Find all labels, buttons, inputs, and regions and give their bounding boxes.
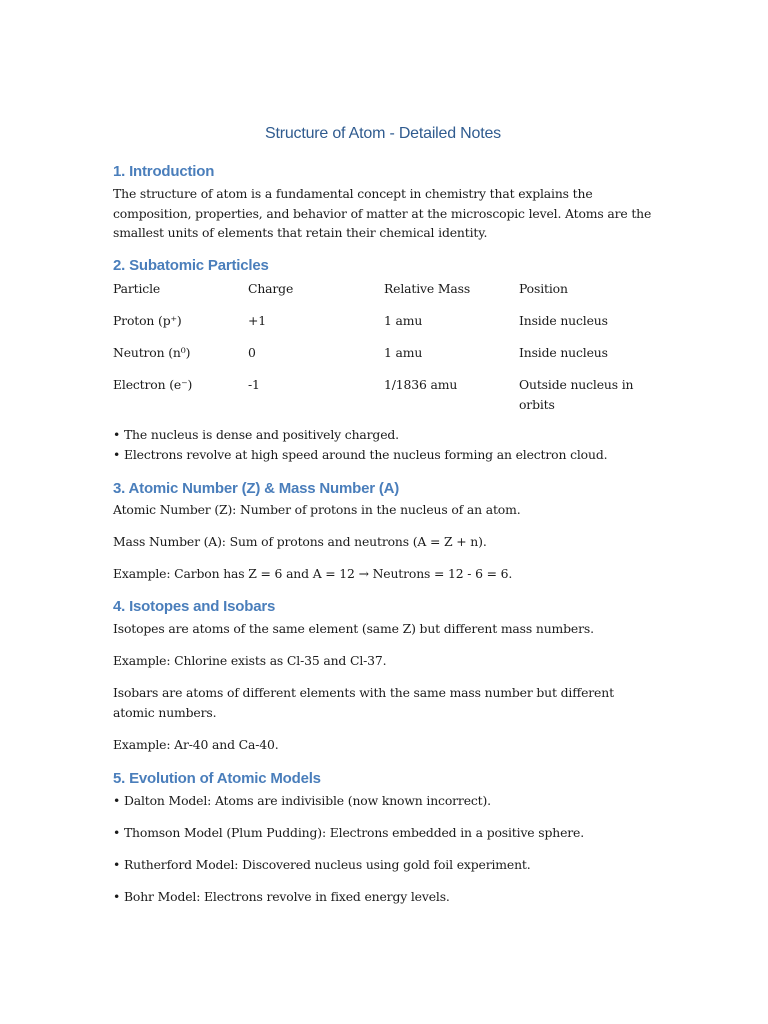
section-heading-atomic-number: 3. Atomic Number (Z) & Mass Number (A) (113, 480, 400, 497)
model-bullet: • Dalton Model: Atoms are indivisible (now known incorrect). (113, 793, 491, 808)
table-cell: Electron (e⁻) (113, 377, 193, 392)
table-cell: Inside nucleus (519, 345, 608, 360)
bullet-item: • The nucleus is dense and positively charged. (113, 427, 399, 442)
table-cell: -1 (248, 377, 260, 392)
atomic-number-line: Atomic Number (Z): Number of protons in the nucleus of an atom. (113, 502, 521, 517)
example-line: Example: Carbon has Z = 6 and A = 12 → Neutrons = 12 - 6 = 6. (113, 566, 513, 581)
mass-number-line: Mass Number (A): Sum of protons and neutrons (A = Z + n). (113, 534, 487, 549)
table-header-cell: Particle (113, 281, 161, 296)
table-cell: Outside nucleus in orbits (519, 377, 634, 412)
section-heading-isotopes-isobars: 4. Isotopes and Isobars (113, 598, 276, 615)
bullet-item: • Electrons revolve at high speed around the nucleus forming an electron cloud. (113, 447, 608, 462)
table-header-cell: Relative Mass (384, 281, 471, 296)
example-line: Example: Ar-40 and Ca-40. (113, 737, 279, 752)
table-cell: 0 (248, 345, 256, 360)
model-bullet: • Rutherford Model: Discovered nucleus using gold foil experiment. (113, 857, 531, 872)
page-title: Structure of Atom - Detailed Notes (265, 125, 501, 142)
table-cell: 1/1836 amu (384, 377, 458, 392)
section-heading-subatomic-particles: 2. Subatomic Particles (113, 257, 269, 274)
isobars-line: Isobars are atoms of different elements with the same mass number but different atomic numbers. (113, 685, 614, 720)
table-cell: +1 (248, 313, 266, 328)
section-heading-atomic-models: 5. Evolution of Atomic Models (113, 770, 321, 787)
example-line: Example: Chlorine exists as Cl-35 and Cl-37. (113, 653, 387, 668)
model-bullet: • Bohr Model: Electrons revolve in fixed energy levels. (113, 889, 450, 904)
table-cell: Inside nucleus (519, 313, 608, 328)
table-cell: 1 amu (384, 345, 423, 360)
table-cell: 1 amu (384, 313, 423, 328)
section-heading-introduction: 1. Introduction (113, 163, 215, 180)
model-bullet: • Thomson Model (Plum Pudding): Electrons embedded in a positive sphere. (113, 825, 585, 840)
table-cell: Proton (p⁺) (113, 313, 182, 328)
table-header-cell: Charge (248, 281, 294, 296)
intro-paragraph: The structure of atom is a fundamental concept in chemistry that explains the composition, properties, and behavior of matter at the microscopic level. Atoms are the smallest units of elements that retain their chemical identity. (113, 186, 652, 240)
table-header-cell: Position (519, 281, 568, 296)
table-cell: Neutron (n⁰) (113, 345, 191, 360)
isotopes-line: Isotopes are atoms of the same element (same Z) but different mass numbers. (113, 621, 594, 636)
